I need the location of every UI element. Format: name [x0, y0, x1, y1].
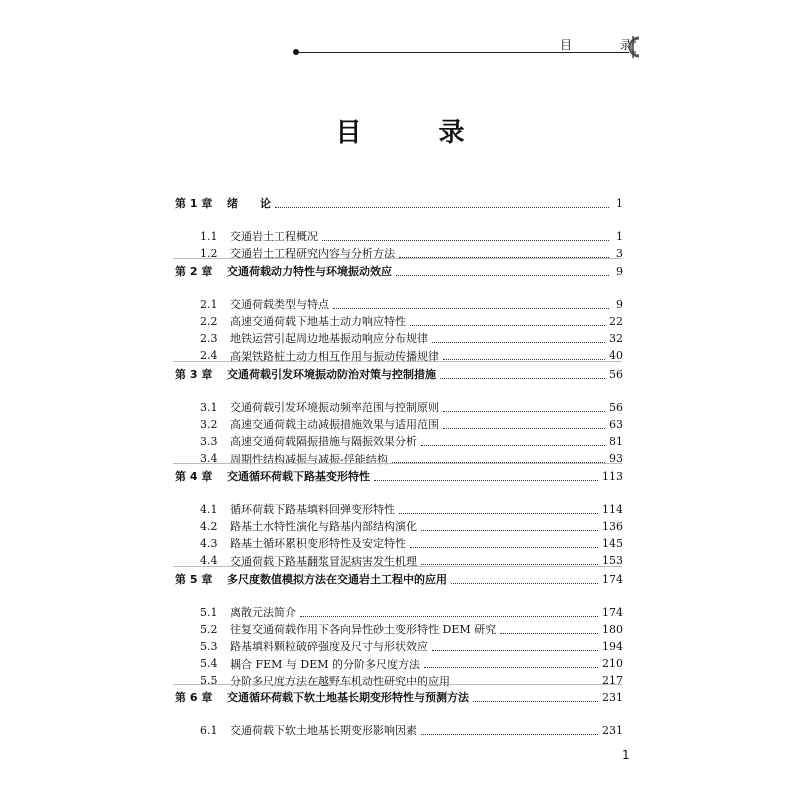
toc-chapter-entry[interactable]	[175, 194, 623, 212]
chapter-number: 第 4 章	[175, 470, 213, 483]
dot-leader	[421, 724, 598, 735]
page-ref: 153	[602, 554, 623, 568]
dot-leader	[410, 537, 598, 548]
section-title: 高速交通荷载下地基土动力响应特性	[230, 315, 406, 329]
chapter-title: 交通荷载引发环境振动防治对策与控制措施	[227, 368, 436, 381]
section-number: 2.3	[200, 331, 218, 345]
dot-leader	[399, 503, 598, 514]
toc-chapter-entry[interactable]	[175, 262, 623, 280]
section-title: 交通荷载类型与特点	[230, 298, 329, 311]
toc-section-entry[interactable]	[200, 244, 623, 262]
chapter-title: 交通循环荷载下软土地基长期变形特性与预测方法	[227, 691, 469, 704]
dot-leader	[421, 554, 598, 565]
page-ref: 217	[602, 674, 623, 688]
section-title: 周期性结构减振与减振-俘能结构	[230, 452, 388, 466]
dot-leader	[432, 640, 598, 651]
section-number: 2.4	[200, 349, 218, 363]
section-title: 交通岩土工程概况	[230, 230, 318, 243]
page-ref: 3	[616, 246, 623, 260]
chapter-title: 交通荷载动力特性与环境振动效应	[227, 265, 392, 278]
chapter-separator	[173, 463, 622, 464]
section-title: 路基填料颗粒破碎强度及尺寸与形状效应	[230, 640, 428, 654]
page-ref: 9	[616, 297, 623, 311]
page-ref: 56	[609, 367, 623, 381]
section-title: 交通荷载下软土地基长期变形影响因素	[230, 724, 417, 737]
page-ref: 40	[609, 349, 623, 363]
dot-leader	[432, 332, 605, 343]
page-ref: 93	[609, 452, 623, 466]
toc-section-entry[interactable]	[200, 655, 623, 673]
dot-leader	[300, 606, 598, 617]
chapter-separator	[173, 566, 622, 567]
dot-leader	[333, 298, 609, 309]
dot-leader	[374, 470, 598, 481]
toc-chapter-entry[interactable]	[175, 365, 623, 383]
page-ref: 9	[616, 264, 623, 278]
dot-leader	[451, 573, 598, 584]
section-number: 4.3	[200, 536, 218, 550]
page-ref: 210	[602, 657, 623, 671]
section-title: 交通荷载引发环境振动频率范围与控制原则	[230, 401, 439, 414]
section-number: 3.1	[200, 400, 218, 414]
chapter-separator	[173, 258, 622, 259]
dot-leader	[322, 230, 609, 241]
section-number: 5.1	[200, 605, 218, 619]
section-number: 3.3	[200, 434, 218, 448]
section-title: 高速交通荷载隔振措施与隔振效果分析	[230, 435, 417, 449]
running-title: 目 录	[560, 38, 654, 52]
dot-leader	[443, 418, 605, 429]
section-title: 耦合 FEM 与 DEM 的分阶多尺度方法	[230, 657, 421, 671]
dot-leader	[410, 315, 605, 326]
toc-chapter-entry[interactable]	[175, 570, 623, 588]
toc-section-entry[interactable]	[200, 398, 623, 416]
section-number: 4.4	[200, 554, 218, 568]
toc-section-entry[interactable]	[200, 450, 623, 468]
toc-section-entry[interactable]	[200, 329, 623, 347]
page-ref: 113	[602, 469, 623, 483]
dot-leader	[421, 435, 605, 446]
toc-chapter-entry[interactable]	[175, 467, 623, 485]
chapter-separator	[173, 361, 622, 362]
toc-section-entry[interactable]	[200, 620, 623, 638]
chapter-separator	[173, 684, 622, 685]
page-ref: 81	[609, 434, 623, 448]
page-ref: 1	[616, 196, 623, 210]
page-ref: 136	[602, 519, 623, 533]
section-title: 路基土循环累积变形特性及安定特性	[230, 537, 406, 551]
toc-chapter-entry[interactable]	[175, 688, 623, 706]
chapter-title: 多尺度数值模拟方法在交通岩土工程中的应用	[227, 573, 447, 586]
section-title: 循环荷载下路基填料回弹变形特性	[230, 503, 395, 516]
section-title: 路基土水特性演化与路基内部结构演化	[230, 520, 417, 534]
toc-section-entry[interactable]	[200, 500, 623, 518]
chapter-title: 绪 论	[227, 197, 271, 210]
page-number: 1	[622, 748, 630, 762]
section-number: 3.2	[200, 417, 218, 431]
section-number: 3.4	[200, 452, 218, 466]
toc-section-entry[interactable]	[200, 295, 623, 313]
section-number: 2.1	[200, 297, 218, 311]
section-title: 地铁运营引起周边地基振动响应分布规律	[230, 332, 428, 346]
dot-leader	[399, 247, 609, 258]
page-ref: 174	[602, 605, 623, 619]
toc-section-entry[interactable]	[200, 517, 623, 535]
page-ref: 114	[602, 502, 623, 516]
dot-leader	[396, 265, 609, 276]
section-title: 交通岩土工程研究内容与分析方法	[230, 247, 395, 261]
dot-leader	[440, 368, 605, 379]
dot-leader	[443, 349, 605, 360]
section-number: 1.2	[200, 246, 218, 260]
section-number: 5.5	[200, 674, 218, 688]
toc-section-entry[interactable]	[200, 534, 623, 552]
chapter-number: 第 6 章	[175, 691, 213, 704]
dot-leader	[473, 691, 598, 702]
dot-leader	[424, 657, 598, 668]
section-title: 高速交通荷载主动减振措施效果与适用范围	[230, 418, 439, 432]
chapter-number: 第 1 章	[175, 197, 213, 210]
chapter-number: 第 2 章	[175, 265, 213, 278]
toc-section-entry[interactable]	[200, 721, 623, 739]
toc-section-entry[interactable]	[200, 637, 623, 655]
page-title: 目 录	[335, 118, 499, 148]
section-title: 交通荷载下路基翻浆冒泥病害发生机理	[230, 554, 417, 568]
dot-leader	[275, 197, 609, 208]
section-title: 高架铁路桩土动力相互作用与振动传播规律	[230, 349, 439, 363]
section-title: 分阶多尺度方法在越野车机动性研究中的应用	[230, 674, 450, 688]
dot-leader	[443, 401, 605, 412]
section-number: 6.1	[200, 723, 218, 737]
toc-section-entry[interactable]	[200, 415, 623, 433]
section-number: 1.1	[200, 229, 218, 243]
page-ref: 231	[602, 723, 623, 737]
page-ref: 56	[609, 400, 623, 414]
page-ref: 145	[602, 536, 623, 550]
section-number: 5.3	[200, 639, 218, 653]
section-title: 离散元法简介	[230, 606, 296, 619]
toc-section-entry[interactable]	[200, 227, 623, 245]
chapter-number: 第 5 章	[175, 573, 213, 586]
section-number: 5.4	[200, 657, 218, 671]
section-title: 往复交通荷载作用下各向异性砂土变形特性 DEM 研究	[230, 623, 497, 637]
toc-section-entry[interactable]	[200, 432, 623, 450]
section-number: 4.2	[200, 519, 218, 533]
dot-leader	[500, 623, 598, 634]
page-ref: 231	[602, 690, 623, 704]
page-ref: 1	[616, 229, 623, 243]
toc-section-entry[interactable]	[200, 603, 623, 621]
dot-leader	[392, 452, 605, 463]
dot-leader	[421, 520, 598, 531]
page-ref: 174	[602, 572, 623, 586]
chapter-number: 第 3 章	[175, 368, 213, 381]
page-ref: 180	[602, 622, 623, 636]
page-ref: 194	[602, 639, 623, 653]
chapter-title: 交通循环荷载下路基变形特性	[227, 470, 370, 483]
section-number: 2.2	[200, 314, 218, 328]
page-ref: 22	[609, 314, 623, 328]
section-number: 5.2	[200, 622, 218, 636]
page-ref: 32	[609, 331, 623, 345]
section-number: 4.1	[200, 502, 218, 516]
toc-section-entry[interactable]	[200, 312, 623, 330]
page-ref: 63	[609, 417, 623, 431]
